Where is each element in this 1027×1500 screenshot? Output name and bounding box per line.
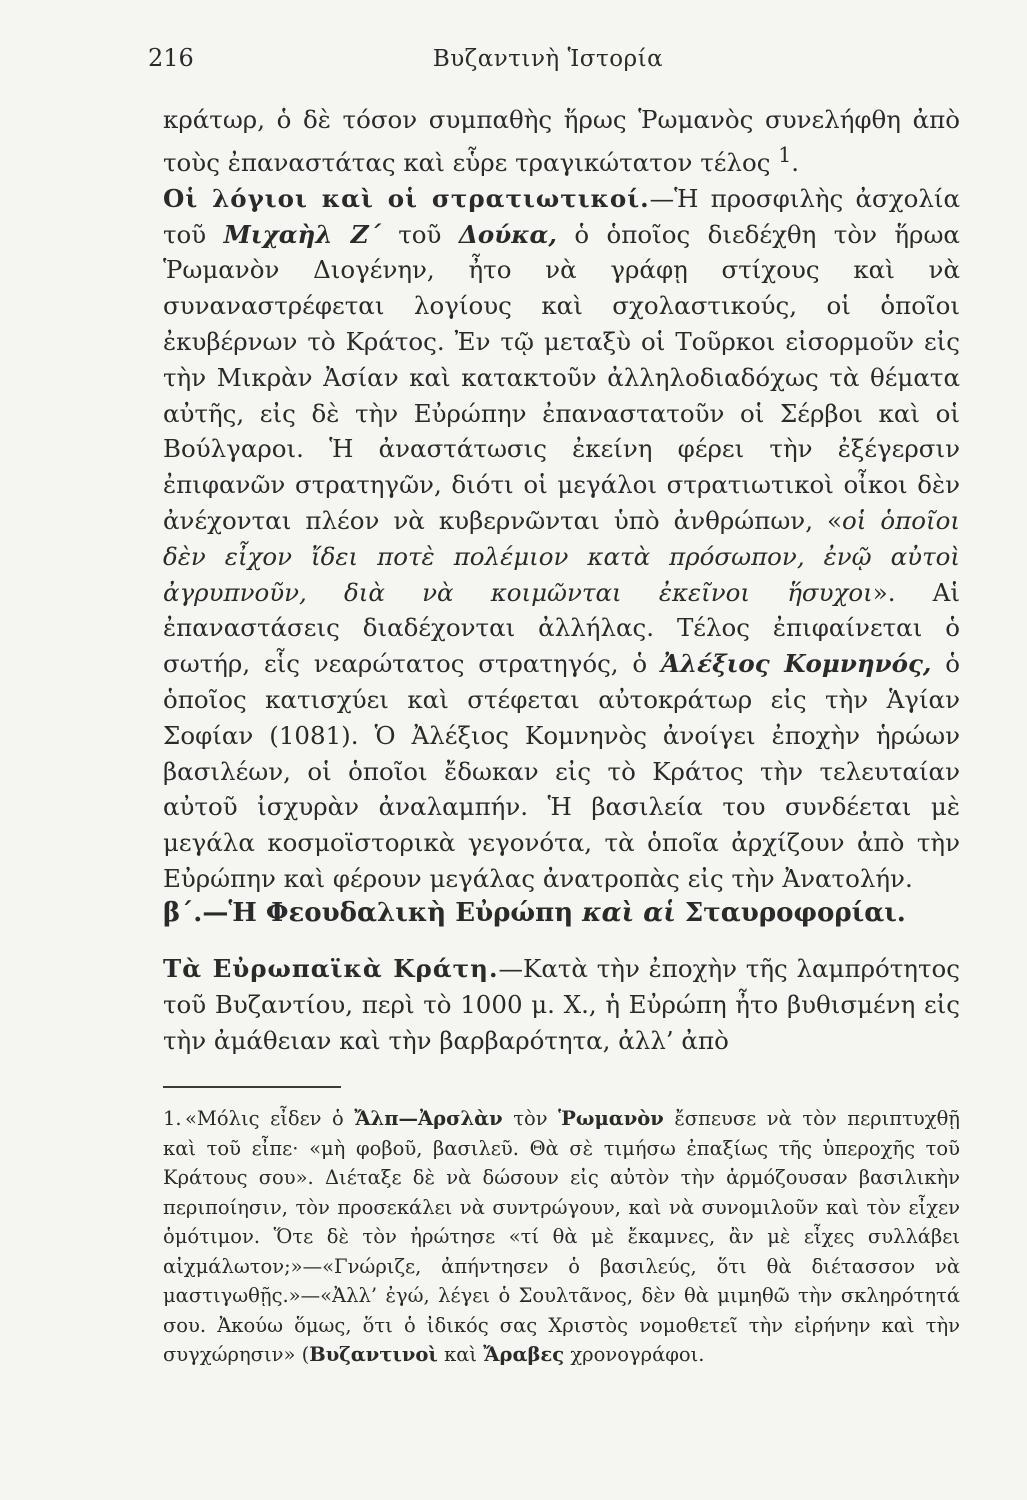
runin-heading-2: Τὰ Εὐρωπαϊκὰ Κράτη. bbox=[163, 954, 499, 983]
section-heading: β΄.—Ἡ Φεουδαλικὴ Εὐρώπη καὶ αἱ Σταυροφορίαι. bbox=[163, 898, 906, 928]
footnote-ref: 1 bbox=[778, 142, 792, 167]
main-text bbox=[163, 102, 960, 897]
page-header bbox=[148, 44, 948, 84]
footnote-rule bbox=[163, 1086, 341, 1088]
name-doukas: Δούκα, bbox=[458, 219, 557, 249]
running-title: Βυζαντινὴ Ἱστορία bbox=[432, 46, 664, 72]
runin-heading: Οἱ λόγιοι καὶ οἱ στρατιωτικοί. bbox=[163, 183, 650, 213]
main-text-2 bbox=[163, 951, 960, 1059]
footnote-number: 1. bbox=[163, 1107, 182, 1130]
quotation: οἱ ὁποῖοι δὲν εἶχον ἴδει ποτὲ πολέμιον κατὰ πρόσωπον, ἐνῷ αὐτοὶ ἀγρυπνοῦν, διὰ νὰ κοιμῶνται ἐκεῖνοι ἥσυχοι bbox=[163, 505, 960, 607]
footnote: 1. «Μόλις εἶδεν ὁ Ἄλπ—Ἀρσλὰν τὸν Ῥωμανὸν ἔσπευσε νὰ τὸν περιπτυχθῇ καὶ τοῦ εἶπε· «μὴ φοβοῦ, βασιλεῦ. Θὰ σὲ τιμήσω ἐπαξίως τῆς ὑπεροχῆς τοῦ Κράτους σου». Διέταξε δὲ νὰ δώσουν εἰς αὐτὸν τὴν ἁρμόζουσαν βασιλικὴν περιποίησιν, τὸν προσεκάλει νὰ συντρώγουν, καὶ νὰ συνομιλοῦν καὶ τὸν εἶχεν ὁμότιμον. Ὅτε δὲ τὸν ἠρώτησε «τί θὰ μὲ ἔκαμνες, ἂν μὲ εἶχες συλλάβει αἰχμάλωτον;»—«Γνώριζε, ἀπήντησεν ὁ βασιλεύς, ὅτι θὰ διέτασσον νὰ μαστιγωθῇς.»—«Ἀλλ’ ἐγώ, λέγει ὁ Σουλτᾶνος, δὲν θὰ μιμηθῶ τὴν σκληρότητά σου. Ἀκούω ὅμως, ὅτι ὁ ἰδικός σας Χριστὸς νομοθετεῖ τὴν εἰρήνην καὶ τὴν συγχώρησιν» (Βυζαντινοὶ καὶ Ἄραβες χρονογράφοι. bbox=[163, 1104, 960, 1370]
name-michael: Μιχαὴλ Ζ΄ bbox=[223, 219, 381, 249]
page-number: 216 bbox=[148, 44, 194, 72]
paragraph-1: κράτωρ, ὁ δὲ τόσον συμπαθὴς ἥρως Ῥωμανὸς συνελήφθη ἀπὸ τοὺς ἐπαναστάτας καὶ εὗρε τραγικώτατον τέλος $^1$. bbox=[163, 105, 960, 177]
name-alexios: Ἀλέξιος Κομνηνός, bbox=[660, 649, 932, 679]
paragraph-3: Τὰ Εὐρωπαϊκὰ Κράτη.—Κατὰ τὴν ἐποχὴν τῆς λαμπρότητος τοῦ Βυζαντίου, περὶ τὸ 1000 μ. Χ., ἡ Εὐρώπη ἦτο βυθισμένη εἰς τὴν ἀμάθειαν καὶ τὴν βαρβαρότητα, ἀλλ’ ἀπὸ bbox=[163, 954, 960, 1055]
paragraph-2: Οἱ λόγιοι καὶ οἱ στρατιωτικοί.—Ἡ προσφιλὴς ἀσχολία τοῦ Μιχαὴλ Ζ΄ τοῦ Δούκα, ὁ ὁποῖος διεδέχθη τὸν ἥρωα Ῥωμανὸν Διογένην, ἦτο νὰ γράφῃ στίχους καὶ νὰ συναναστρέφεται λογίους καὶ σχολαστικούς, οἱ ὁποῖοι ἐκυβέρνων τὸ Κράτος. Ἐν τῷ μεταξὺ οἱ Τοῦρκοι εἰσορμοῦν εἰς τὴν Μικρὰν Ἀσίαν καὶ κατακτοῦν ἀλληλοδιαδόχως τὰ θέματα αὐτῆς, εἰς δὲ τὴν Εὐρώπην ἐπαναστατοῦν οἱ Σέρβοι καὶ οἱ Βούλγαροι. Ἡ ἀναστάτωσις ἐκείνη φέρει τὴν ἐξέγερσιν ἐπιφανῶν στρατηγῶν, διότι οἱ μεγάλοι στρατιωτικοὶ οἶκοι δὲν ἀνέχονται πλέον νὰ κυβερνῶνται ὑπὸ ἀνθρώπων, «οἱ ὁποῖοι δὲν εἶχον ἴδει ποτὲ πολέμιον κατὰ πρόσωπον, ἐνῷ αὐτοὶ ἀγρυπνοῦν, διὰ νὰ κοιμῶνται ἐκεῖνοι ἥσυχοι». Αἱ ἐπαναστάσεις διαδέχονται ἀλλήλας. Τέλος ἐπιφαίνεται ὁ σωτήρ, εἷς νεαρώτατος στρατηγός, ὁ Ἀλέξιος Κομνηνός, ὁ ὁποῖος κατισχύει καὶ στέφεται αὐτοκράτωρ εἰς τὴν Ἁγίαν Σοφίαν (1081). Ὁ Ἀλέξιος Κομνηνὸς ἀνοίγει ἐποχὴν ἡρώων βασιλέων, οἱ ὁποῖοι ἔδωκαν εἰς τὸ Κράτος τὴν τελευταίαν αὐτοῦ ἰσχυρὰν ἀναλαμπήν. Ἡ βασιλεία του συνδέεται μὲ μεγάλα κοσμοϊστορικὰ γεγονότα, τὰ ὁποῖα ἀρχίζουν ἀπὸ τὴν Εὐρώπην καὶ φέρουν μεγάλας ἀνατροπὰς εἰς τὴν Ἀνατολήν. bbox=[163, 183, 960, 893]
